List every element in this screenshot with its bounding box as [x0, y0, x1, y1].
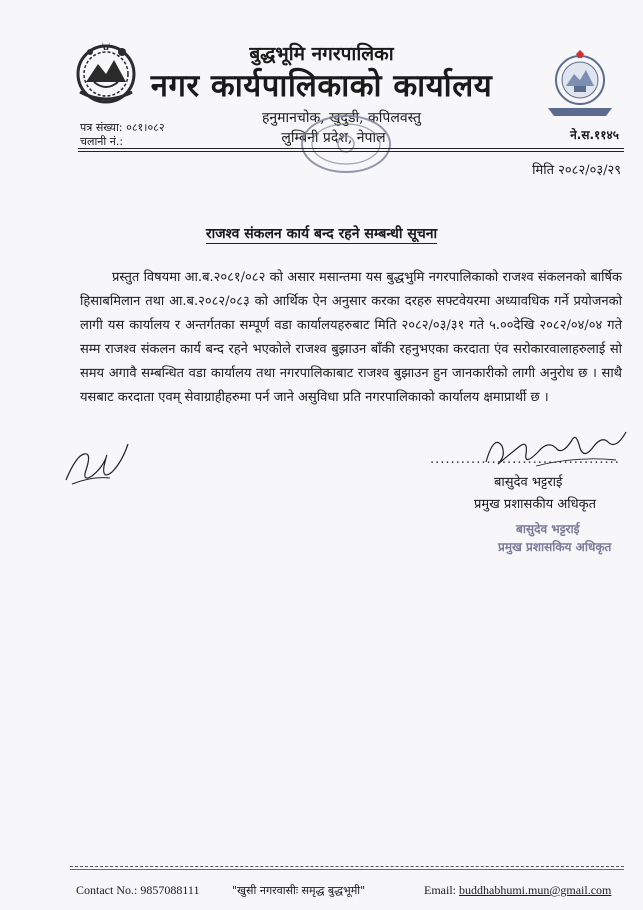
handwritten-initial-icon [62, 436, 132, 490]
header-divider-thin [78, 151, 624, 152]
footer-contact [76, 883, 199, 898]
stamp-signer-name: बासुदेव भट्टराई [516, 522, 580, 536]
dispatch-number: चलानी नं.: [80, 135, 124, 148]
letter-number: पत्र संख्या: ०८१।०८२ [80, 121, 165, 134]
notice-subject-text: राजश्व संकलन कार्य बन्द रहने सम्बन्धी सूचना [205, 226, 438, 242]
signer-title: प्रमुख प्रशासकीय अधिकृत [474, 497, 597, 512]
office-province: लुम्बिनी प्रदेश, नेपाल [281, 130, 386, 146]
email-address-link[interactable]: buddhabhumi.mun@gmail.com [459, 883, 612, 897]
signature-dotted-line: ..................................... [430, 452, 620, 467]
footer-divider [70, 866, 624, 867]
signer-name: बासुदेव भट्टराई [494, 475, 563, 490]
header-divider [78, 148, 624, 149]
municipality-name: बुद्धभूमि नगरपालिका [249, 43, 394, 65]
office-stamp-icon [296, 112, 396, 176]
office-name: नगर कार्यपालिकाको कार्यालय [150, 68, 493, 104]
footer-divider-thin [70, 869, 624, 870]
footer-slogan: "खुसी नगरवासीः समृद्ध बुद्धभूमी" [232, 884, 366, 897]
letter-date: मिति २०८२/०३/२९ [532, 163, 621, 178]
notice-subject [0, 224, 643, 243]
notice-body: प्रस्तुत विषयमा आ.ब.२०८१/०८२ को असार मसान्तमा यस बुद्धभुमि नगरपालिकाको राजश्व संकलनको बार्षिक हिसाबमिलान तथा आ.ब.२०८२/०८३ को आर्थिक ऐन अनुसार करका दरहरु सफ्टवेयरमा अध्यावधिक गर्ने प्रयोजनको लागी यस कार्यालय र अन्तर्गतका सम्पूर्ण वडा कार्यालयहरुबाट मिति २०८२/०३/३१ गते ५.००देखि २०८२/०४/०४ गते सम्म राजश्व संकलन कार्य बन्द रहने भएकोले राजश्व बुझाउन बाँकी रहनुभएका करदाता एंव सरोकारवालाहरुलाई सो समय अगावै सम्बन्धित वडा कार्यालय तथा नगरपालिकाबाट राजश्व बुझाउन हुन जानकारीको लागी अनुरोध छ । साथै यसबाट करदाता एवम् सेवाग्राहीहरुमा पर्न जाने असुविधा प्रति नगरपालिकाको कार्यालय क्षमाप्रार्थी छ । [80, 270, 622, 405]
contact-label: Contact No.: [76, 883, 141, 897]
email-label: Email: [424, 883, 459, 897]
office-address: हनुमानचोक, खुदुडी, कपिलवस्तु [261, 110, 422, 126]
contact-number: 9857088111 [140, 883, 200, 897]
stamp-signer-title: प्रमुख प्रशासकिय अधिकृत [498, 540, 612, 554]
footer-email [424, 883, 611, 898]
nepal-sambat-date: ने.स.११४५ [570, 128, 619, 142]
